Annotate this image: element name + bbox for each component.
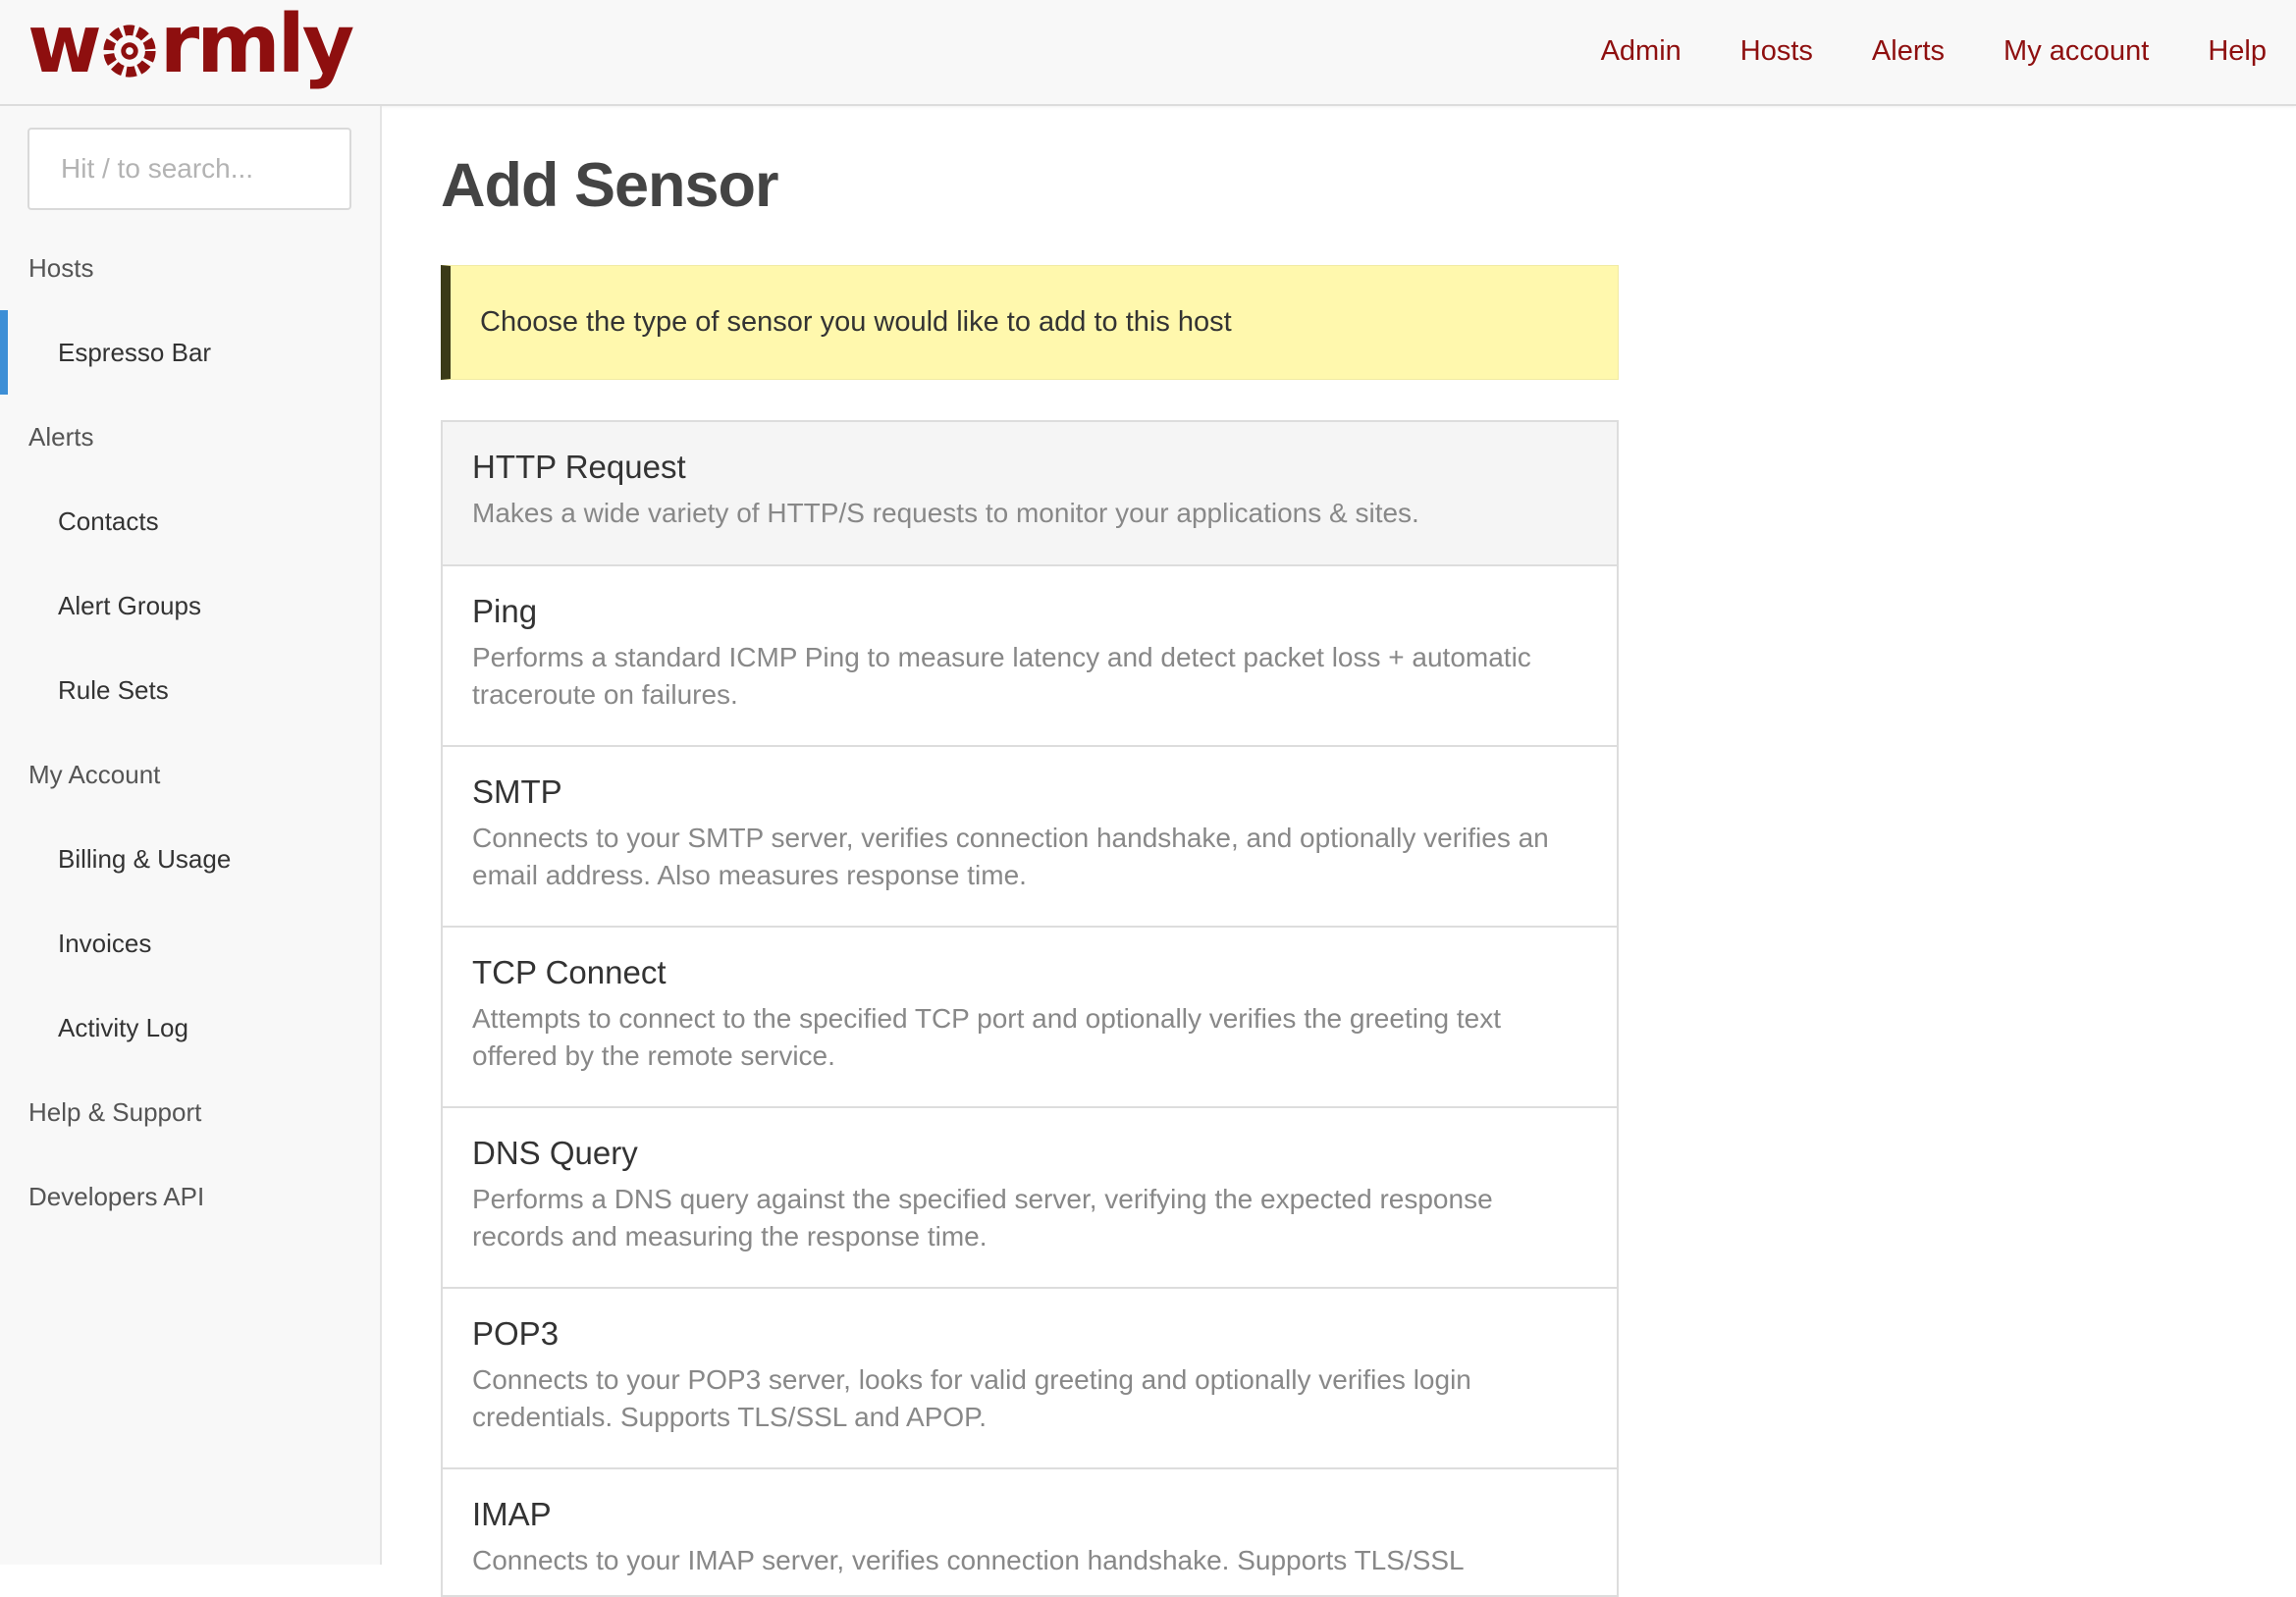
nav-alerts-link[interactable]: Alerts <box>1871 34 1946 67</box>
sidebar-item-billing-usage[interactable]: Billing & Usage <box>58 843 232 874</box>
top-navigation <box>1572 0 2296 102</box>
sidebar-item-alerts[interactable]: Alerts <box>28 421 94 452</box>
sidebar-item-developers-api[interactable]: Developers API <box>28 1181 205 1211</box>
sensor-description: Makes a wide variety of HTTP/S requests to monitor your applications & sites. <box>472 498 1419 528</box>
sidebar-item-contacts[interactable]: Contacts <box>58 506 159 536</box>
sensor-description: Performs a DNS query against the specified server, verifying the expected response records and measuring the response time. <box>472 1184 1493 1251</box>
sensor-description: Connects to your IMAP server, verifies connection handshake. Supports TLS/SSL <box>472 1545 1465 1575</box>
sidebar-item-rule-sets[interactable]: Rule Sets <box>58 674 169 705</box>
sensor-option-http-request[interactable] <box>443 422 1617 566</box>
sensor-description: Connects to your POP3 server, looks for valid greeting and optionally verifies login credentials. Supports TLS/SSL and APOP. <box>472 1364 1471 1432</box>
sensor-name: Ping <box>472 593 538 629</box>
instruction-notice: Choose the type of sensor you would like to add to this host <box>441 265 1619 380</box>
sensor-option-pop3[interactable] <box>443 1289 1617 1469</box>
sensor-name: HTTP Request <box>472 449 686 485</box>
search-input[interactable] <box>27 128 351 210</box>
sidebar-item-activity-log[interactable]: Activity Log <box>58 1012 188 1042</box>
sensor-description: Connects to your SMTP server, verifies connection handshake, and optionally verifies an email address. Also measures response time. <box>472 823 1549 890</box>
sidebar <box>0 106 382 1565</box>
logo-text-end: rmly <box>159 0 352 91</box>
nav-help-link[interactable]: Help <box>2208 34 2267 67</box>
sidebar-item-help-support[interactable]: Help & Support <box>28 1096 202 1127</box>
sidebar-item-hosts[interactable]: Hosts <box>28 252 94 283</box>
top-header <box>0 0 2296 106</box>
nav-my-account-link[interactable]: My account <box>2003 34 2150 67</box>
sensor-name: DNS Query <box>472 1135 638 1171</box>
wormly-logo[interactable] <box>27 0 351 94</box>
sensor-option-imap[interactable] <box>443 1469 1617 1597</box>
sensor-option-smtp[interactable] <box>443 747 1617 928</box>
sidebar-item-my-account[interactable]: My Account <box>28 759 161 789</box>
nav-hosts-link[interactable]: Hosts <box>1739 34 1813 67</box>
logo-wheel-icon <box>101 23 158 80</box>
sensor-option-ping[interactable] <box>443 566 1617 747</box>
sensor-name: TCP Connect <box>472 954 667 990</box>
nav-admin-link[interactable]: Admin <box>1600 34 1682 67</box>
sensor-description: Performs a standard ICMP Ping to measure latency and detect packet loss + automatic traceroute on failures. <box>472 642 1531 710</box>
sensor-option-tcp-connect[interactable] <box>443 928 1617 1108</box>
sidebar-item-invoices[interactable]: Invoices <box>58 928 152 958</box>
sensor-name: IMAP <box>472 1496 552 1532</box>
sensor-description: Attempts to connect to the specified TCP port and optionally verifies the greeting text offered by the remote service. <box>472 1003 1502 1071</box>
sensor-type-list <box>441 420 1619 1597</box>
sidebar-item-alert-groups[interactable]: Alert Groups <box>58 590 201 620</box>
sensor-option-dns-query[interactable] <box>443 1108 1617 1289</box>
sensor-name: SMTP <box>472 773 562 810</box>
logo-text-start: w <box>27 0 99 91</box>
sidebar-item-espresso-bar[interactable]: Espresso Bar <box>0 310 380 395</box>
page-title: Add Sensor <box>441 151 778 220</box>
sensor-name: POP3 <box>472 1315 560 1352</box>
